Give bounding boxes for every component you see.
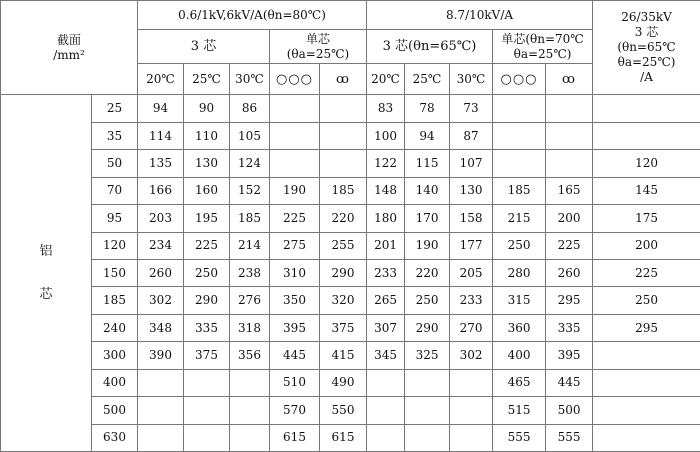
g2-three-core-header: 3 芯(θn=65℃) — [367, 30, 493, 64]
cell: 325 — [405, 342, 450, 369]
section-value: 500 — [92, 397, 138, 424]
temp-20-header: 20℃ — [138, 63, 184, 94]
material-label — [1, 95, 92, 452]
cell: 115 — [405, 150, 450, 177]
cell: 83 — [367, 95, 405, 122]
group3-unit: /A — [640, 70, 653, 85]
cell: 130 — [450, 177, 493, 204]
section-value: 25 — [92, 95, 138, 122]
cell: 87 — [450, 122, 493, 149]
cell: 356 — [230, 342, 270, 369]
cell: 190 — [270, 177, 320, 204]
cell: 350 — [270, 287, 320, 314]
cell: 180 — [367, 205, 405, 232]
cell: 166 — [138, 177, 184, 204]
group-header-1kv: 0.6/1kV,6kV/A(θn=80℃) — [138, 1, 367, 30]
cell: 465 — [493, 369, 546, 396]
cell: 550 — [320, 397, 367, 424]
cell: 276 — [230, 287, 270, 314]
cell: 170 — [405, 205, 450, 232]
cell: 205 — [450, 259, 493, 286]
cell: 255 — [320, 232, 367, 259]
cell — [450, 397, 493, 424]
cell: 220 — [405, 259, 450, 286]
cell: 177 — [450, 232, 493, 259]
cell: 200 — [546, 205, 593, 232]
cell: 214 — [230, 232, 270, 259]
cell: 280 — [493, 259, 546, 286]
cell: 145 — [593, 177, 700, 204]
cell: 215 — [493, 205, 546, 232]
table-row — [1, 232, 700, 259]
section-label: 截面 — [56, 32, 81, 47]
cell: 152 — [230, 177, 270, 204]
cell: 185 — [230, 205, 270, 232]
cell: 490 — [320, 369, 367, 396]
cell — [184, 397, 230, 424]
group-header-35kv — [593, 1, 700, 95]
cell: 555 — [493, 424, 546, 451]
cell — [593, 424, 700, 451]
table-row — [1, 397, 700, 424]
cell: 250 — [593, 287, 700, 314]
cell: 107 — [450, 150, 493, 177]
cell — [270, 150, 320, 177]
cell: 395 — [546, 342, 593, 369]
header-row-1 — [1, 1, 700, 30]
cell — [450, 369, 493, 396]
cell: 122 — [367, 150, 405, 177]
cell: 318 — [230, 314, 270, 341]
cell: 510 — [270, 369, 320, 396]
cell: 225 — [546, 232, 593, 259]
cell — [367, 369, 405, 396]
cell: 201 — [367, 232, 405, 259]
cell — [593, 369, 700, 396]
cell — [405, 397, 450, 424]
cell: 290 — [184, 287, 230, 314]
cell — [270, 95, 320, 122]
cell: 234 — [138, 232, 184, 259]
cell: 140 — [405, 177, 450, 204]
cell: 415 — [320, 342, 367, 369]
cell — [367, 424, 405, 451]
material-char-2: 芯 — [39, 287, 53, 303]
cell: 320 — [320, 287, 367, 314]
group3-theta-n: (θn=65℃ — [617, 40, 676, 55]
cell — [593, 95, 700, 122]
cell: 400 — [493, 342, 546, 369]
cell: 120 — [593, 150, 700, 177]
cell: 375 — [320, 314, 367, 341]
cell: 570 — [270, 397, 320, 424]
cell: 390 — [138, 342, 184, 369]
section-value: 150 — [92, 259, 138, 286]
cell — [230, 424, 270, 451]
section-value: 240 — [92, 314, 138, 341]
section-value: 50 — [92, 150, 138, 177]
cell: 148 — [367, 177, 405, 204]
cell: 78 — [405, 95, 450, 122]
section-value: 300 — [92, 342, 138, 369]
cell: 185 — [493, 177, 546, 204]
table-row — [1, 314, 700, 341]
cell: 275 — [270, 232, 320, 259]
g1-single-core-header — [270, 30, 367, 64]
cell: 165 — [546, 177, 593, 204]
cell — [320, 150, 367, 177]
cell: 250 — [405, 287, 450, 314]
cell: 203 — [138, 205, 184, 232]
cell: 395 — [270, 314, 320, 341]
cell — [546, 122, 593, 149]
cell: 100 — [367, 122, 405, 149]
table-row — [1, 259, 700, 286]
cell — [138, 424, 184, 451]
cell: 90 — [184, 95, 230, 122]
cell — [405, 369, 450, 396]
g2-single-core-theta: θa=25℃) — [513, 46, 572, 61]
section-value: 400 — [92, 369, 138, 396]
cell: 335 — [184, 314, 230, 341]
cell: 160 — [184, 177, 230, 204]
cell: 130 — [184, 150, 230, 177]
cell: 190 — [405, 232, 450, 259]
cell: 615 — [270, 424, 320, 451]
cell: 94 — [405, 122, 450, 149]
cell: 615 — [320, 424, 367, 451]
cell: 220 — [320, 205, 367, 232]
cell: 124 — [230, 150, 270, 177]
cell: 307 — [367, 314, 405, 341]
table-row — [1, 424, 700, 451]
cell — [270, 122, 320, 149]
cell: 310 — [270, 259, 320, 286]
cell: 445 — [546, 369, 593, 396]
cell: 135 — [138, 150, 184, 177]
cell: 73 — [450, 95, 493, 122]
g2-single-core-label: 单芯(θn=70℃ — [501, 31, 584, 46]
cell: 225 — [593, 259, 700, 286]
cell — [367, 397, 405, 424]
cell: 233 — [450, 287, 493, 314]
cell: 295 — [593, 314, 700, 341]
table-row — [1, 205, 700, 232]
cell: 315 — [493, 287, 546, 314]
cell: 345 — [367, 342, 405, 369]
trefoil-arrangement-icon: ꝏ — [320, 63, 367, 94]
cell: 250 — [493, 232, 546, 259]
cell — [405, 424, 450, 451]
cell — [184, 369, 230, 396]
cell: 302 — [138, 287, 184, 314]
cell — [493, 150, 546, 177]
cell: 225 — [270, 205, 320, 232]
cell — [184, 424, 230, 451]
g2-trefoil-arrangement-icon: ꝏ — [546, 63, 593, 94]
table-row — [1, 95, 700, 122]
group-header-10kv: 8.7/10kV/A — [367, 1, 593, 30]
cell: 360 — [493, 314, 546, 341]
section-value: 70 — [92, 177, 138, 204]
g2-single-core-header — [493, 30, 593, 64]
cell: 260 — [546, 259, 593, 286]
cell: 335 — [546, 314, 593, 341]
cell — [546, 95, 593, 122]
cell: 265 — [367, 287, 405, 314]
cell: 200 — [593, 232, 700, 259]
cell: 175 — [593, 205, 700, 232]
cell: 295 — [546, 287, 593, 314]
table-row — [1, 369, 700, 396]
section-value: 185 — [92, 287, 138, 314]
temp-25-header: 25℃ — [184, 63, 230, 94]
cell: 86 — [230, 95, 270, 122]
g2-flat-arrangement-icon: ○○○ — [493, 63, 546, 94]
cell: 195 — [184, 205, 230, 232]
cell — [230, 397, 270, 424]
section-value: 120 — [92, 232, 138, 259]
cell — [493, 122, 546, 149]
cell: 94 — [138, 95, 184, 122]
group3-voltage: 26/35kV — [621, 10, 672, 25]
cell — [138, 397, 184, 424]
table-row — [1, 122, 700, 149]
cell: 555 — [546, 424, 593, 451]
section-value: 35 — [92, 122, 138, 149]
section-value: 630 — [92, 424, 138, 451]
cell — [493, 95, 546, 122]
table-row — [1, 150, 700, 177]
cell — [593, 342, 700, 369]
cell — [546, 150, 593, 177]
g1-three-core-header: 3 芯 — [138, 30, 270, 64]
cell: 110 — [184, 122, 230, 149]
g1-single-core-label: 单芯 — [306, 31, 331, 46]
table-row — [1, 342, 700, 369]
cell — [450, 424, 493, 451]
cell: 290 — [320, 259, 367, 286]
flat-arrangement-icon: ○○○ — [270, 63, 320, 94]
cell: 158 — [450, 205, 493, 232]
cell: 348 — [138, 314, 184, 341]
cell: 500 — [546, 397, 593, 424]
cell: 233 — [367, 259, 405, 286]
cell: 238 — [230, 259, 270, 286]
cell: 445 — [270, 342, 320, 369]
g2-temp-30-header: 30℃ — [450, 63, 493, 94]
material-char-1: 铝 — [39, 244, 53, 260]
cell: 302 — [450, 342, 493, 369]
cell — [320, 95, 367, 122]
group3-theta-a: θa=25℃) — [617, 55, 676, 70]
g1-single-core-theta: (θa=25℃) — [286, 46, 350, 61]
cell — [593, 397, 700, 424]
g2-temp-20-header: 20℃ — [367, 63, 405, 94]
cell: 114 — [138, 122, 184, 149]
group3-core: 3 芯 — [634, 25, 659, 40]
section-value: 95 — [92, 205, 138, 232]
cell — [138, 369, 184, 396]
cell: 185 — [320, 177, 367, 204]
cell: 290 — [405, 314, 450, 341]
g2-temp-25-header: 25℃ — [405, 63, 450, 94]
section-unit: /mm² — [53, 47, 85, 62]
cell — [320, 122, 367, 149]
cell: 250 — [184, 259, 230, 286]
section-header — [1, 1, 138, 95]
cell: 260 — [138, 259, 184, 286]
cell: 225 — [184, 232, 230, 259]
cell: 515 — [493, 397, 546, 424]
temp-30-header: 30℃ — [230, 63, 270, 94]
cell — [593, 122, 700, 149]
table-row — [1, 177, 700, 204]
table-row — [1, 287, 700, 314]
cell: 105 — [230, 122, 270, 149]
cell: 375 — [184, 342, 230, 369]
cell — [230, 369, 270, 396]
cell: 270 — [450, 314, 493, 341]
